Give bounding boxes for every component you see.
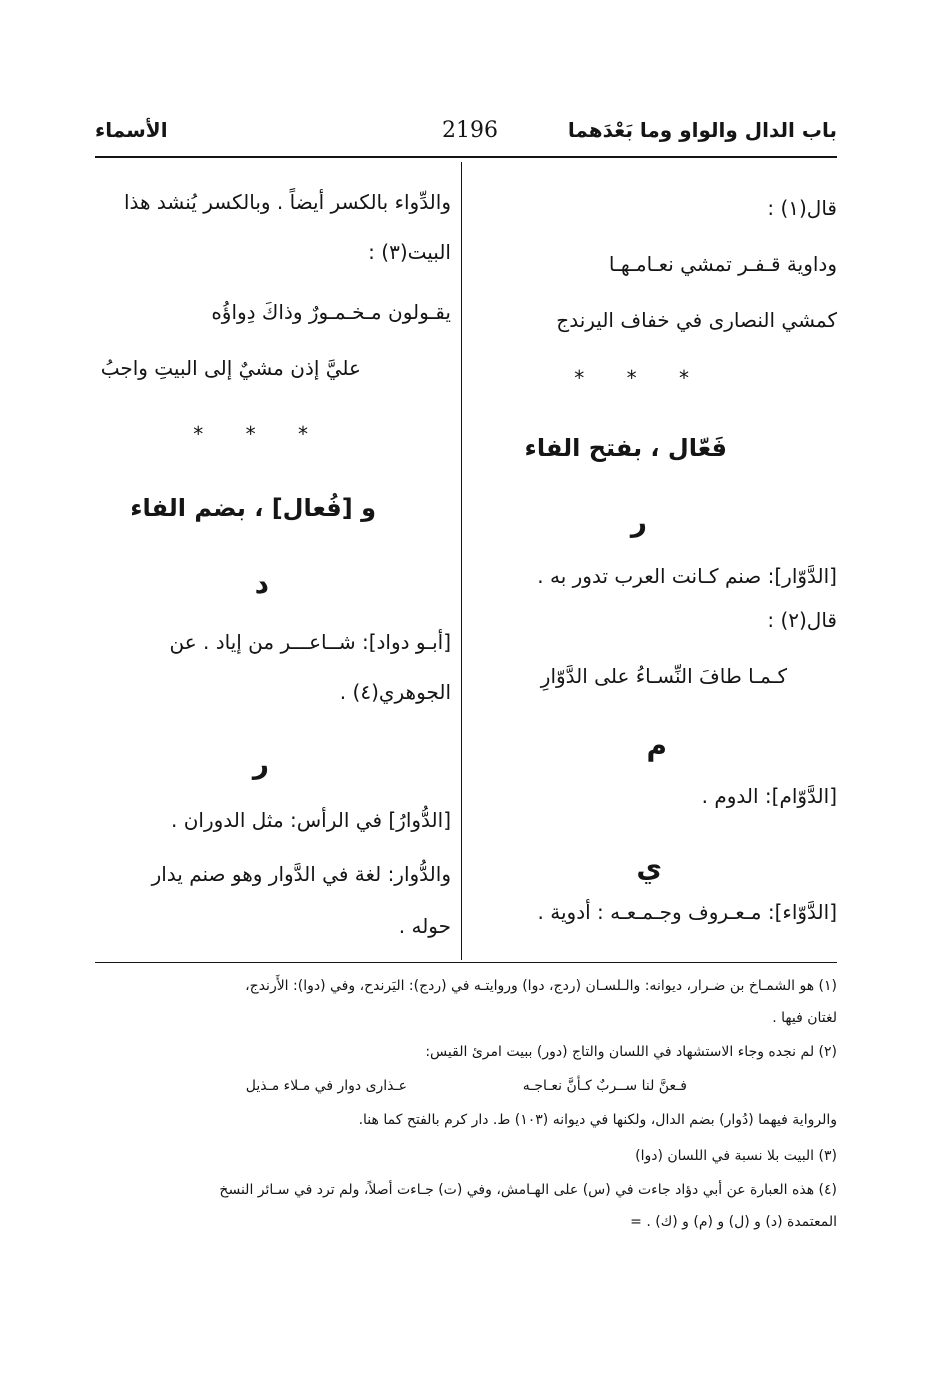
entry-duwar-2-cont: حوله . xyxy=(398,914,451,938)
verse-line: يقـولون مـخـمـورٌ وذاكَ دِواؤُه xyxy=(211,300,451,324)
verse-line: وداوية قـفـر تمشي نعـامـهـا xyxy=(608,252,837,276)
footnote-4: (٤) هذه العبارة عن أبي دؤاد جاءت في (س) على الهـامش، وفي (ت) جـاءت أصلاً، ولم ترد في سـائر النسخ xyxy=(219,1182,837,1198)
entry-abu-dawad: [أبـو دواد]: شــاعـــر من إياد . عن xyxy=(169,630,451,654)
entry-dawwam: [الدَّوّام]: الدوم . xyxy=(701,784,837,808)
footnote-2: (٢) لم نجده وجاء الاستشهاد في اللسان والتاج (دور) ببيت امرئ القيس: xyxy=(425,1044,837,1060)
section-title: الأسماء xyxy=(95,118,168,142)
chapter-title: باب الدال والواو وما بَعْدَهما xyxy=(567,118,837,142)
entry-abu-dawad-cont: الجوهري(٤) . xyxy=(339,680,451,704)
text-line: والدِّواء بالكسر أيضاً . وبالكسر يُنشد هذا xyxy=(123,190,451,214)
section-separator: * * * xyxy=(193,422,326,446)
qal-line-2: قال(٢) : xyxy=(767,608,837,632)
letter-heading: د xyxy=(254,567,269,600)
verse-line: كـمـا طافَ النِّسـاءُ على الدَّوّارِ xyxy=(540,664,787,688)
entry-dawwar: [الدَّوّار]: صنم كـانت العرب تدور به . xyxy=(537,564,837,588)
letter-heading: م xyxy=(646,729,667,762)
section-separator: * * * xyxy=(574,366,707,390)
footnote-2-verse-b: عـذارى دوار في مـلاء مـذيل xyxy=(245,1078,407,1094)
footnote-1: (١) هو الشمـاخ بن ضـرار، ديوانه: والـلسـان (ردج، دوا) وروايتـه في (ردج): اليَرندح، وفي (دوا): الأَرندج، xyxy=(245,978,837,994)
text-line: البيت(٣) : xyxy=(368,240,451,264)
verse-line: عليَّ إذن مشيٌ إلى البيتِ واجبُ xyxy=(100,356,361,380)
section-heading: فَعّال ، بفتح الفاء xyxy=(524,434,727,462)
letter-heading: ر xyxy=(252,747,269,780)
footnote-2-verse-a: فـعنَّ لنا ســربٌ كـأنَّ نعـاجـه xyxy=(522,1078,687,1094)
letter-heading: ي xyxy=(636,851,662,884)
header-rule xyxy=(95,156,837,158)
page-number: 2196 xyxy=(442,118,498,143)
letter-heading: ر xyxy=(630,505,647,538)
footnote-2-cont: والرواية فيهما (دُوار) بضم الدال، ولكنها في ديوانه (١٠٣) ط. دار كرم بالفتح كما هنا. xyxy=(358,1112,837,1128)
entry-duwar-2: والدُّوار: لغة في الدَّوار وهو صنم يدار xyxy=(151,862,451,886)
column-divider xyxy=(461,162,462,960)
footnote-rule xyxy=(95,962,837,963)
verse-line: كمشي النصارى في خفاف اليرندج xyxy=(556,308,837,332)
entry-duwar: [الدُّوارُ] في الرأس: مثل الدوران . xyxy=(171,808,451,832)
qal-line-1: قال(١) : xyxy=(767,196,837,220)
footnote-1-cont: لغتان فيها . xyxy=(772,1010,837,1026)
entry-dawwa: [الدَّوّاء]: مـعـروف وجـمـعـه : أدوية . xyxy=(537,900,837,924)
section-heading: و [فُعال] ، بضم الفاء xyxy=(130,494,376,522)
footnote-4-cont: المعتمدة (د) و (ل) و (م) و (ك) . = xyxy=(630,1214,837,1230)
footnote-3: (٣) البيت بلا نسبة في اللسان (دوا) xyxy=(635,1148,837,1164)
